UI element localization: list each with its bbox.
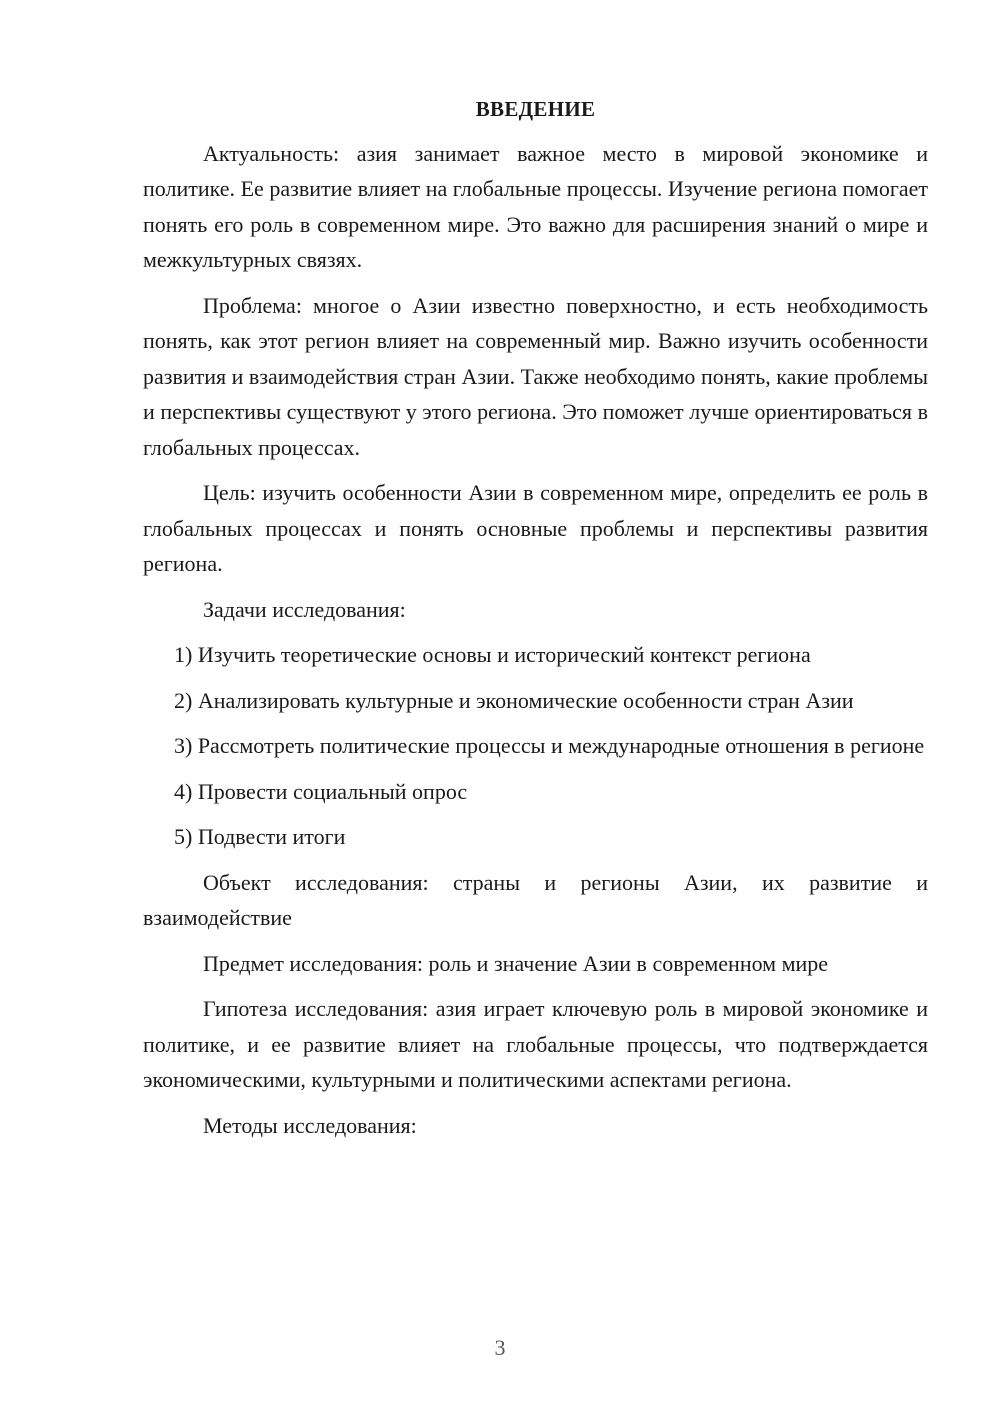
relevance-paragraph: Актуальность: азия занимает важное место в мировой экономике и политике. Ее развитие влияет на глобальные процессы. Изучение региона помогает понять его роль в современном мире. Это важно для расширения знаний о мире и межкультурных связях. (143, 140, 928, 272)
task-item-3: 3) Рассмотреть политические процессы и международные отношения в регионе (174, 733, 925, 758)
subject-paragraph: Предмет исследования: роль и значение Азии в современном мире (203, 950, 829, 976)
goal-paragraph: Цель: изучить особенности Азии в современном мире, определить ее роль в глобальных процессах и понять основные проблемы и перспективы развития региона. (143, 480, 928, 576)
task-item-1: 1) Изучить теоретические основы и исторический контекст региона (174, 642, 811, 667)
object-paragraph: Объект исследования: страны и регионы Азии, их развитие и взаимодействие (143, 869, 928, 930)
hypothesis-paragraph: Гипотеза исследования: азия играет ключевую роль в мировой экономике и политике, и ее развитие влияет на глобальные процессы, что подтверждается экономическими, культурными и политическими аспектами региона. (143, 996, 928, 1092)
methods-heading: Методы исследования: (203, 1112, 417, 1138)
problem-paragraph: Проблема: многое о Азии известно поверхностно, и есть необходимость понять, как этот регион влияет на современный мир. Важно изучить особенности развития и взаимодействия стран Азии. Также необходимо понять, какие проблемы и перспективы существуют у этого региона. Это поможет лучше ориентироваться в глобальных процессах. (143, 292, 928, 460)
page-number: 3 (494, 1335, 506, 1360)
section-title: ВВЕДЕНИЕ (475, 97, 596, 121)
tasks-heading: Задачи исследования: (203, 596, 406, 622)
task-item-4: 4) Провести социальный опрос (174, 778, 468, 804)
task-item-2: 2) Анализировать культурные и экономические особенности стран Азии (174, 687, 854, 713)
page-content (143, 92, 928, 1155)
task-item-5: 5) Подвести итоги (174, 824, 346, 849)
